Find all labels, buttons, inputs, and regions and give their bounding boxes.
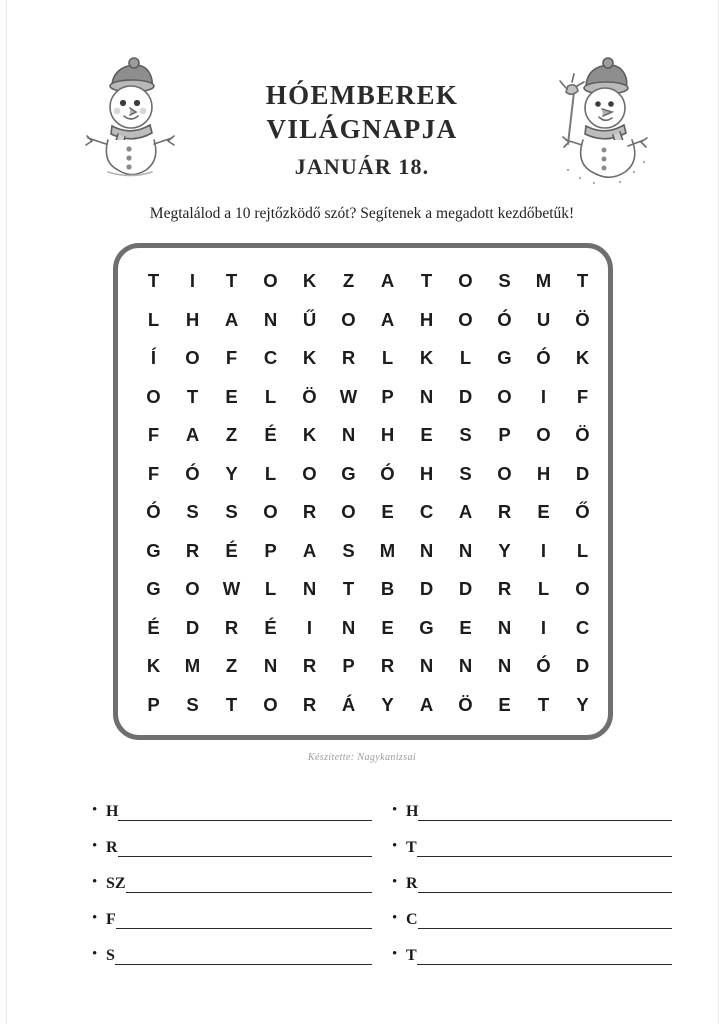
- grid-cell[interactable]: O: [458, 270, 473, 292]
- grid-cell[interactable]: M: [535, 270, 552, 292]
- grid-cell[interactable]: Y: [498, 539, 511, 561]
- answer-column-left: [92, 786, 372, 966]
- grid-cell[interactable]: D: [185, 616, 200, 638]
- grid-cell[interactable]: Ó: [536, 347, 551, 369]
- snowman-icon: [72, 54, 202, 184]
- grid-cell[interactable]: H: [380, 424, 395, 446]
- grid-cell[interactable]: F: [576, 385, 589, 407]
- grid-cell[interactable]: T: [342, 578, 355, 600]
- grid-cell[interactable]: D: [575, 462, 590, 484]
- grid-cell[interactable]: É: [225, 539, 238, 561]
- grid-cell[interactable]: N: [419, 539, 434, 561]
- grid-cell[interactable]: G: [419, 616, 434, 638]
- grid-cell[interactable]: T: [186, 385, 199, 407]
- grid-cell[interactable]: Í: [150, 347, 157, 369]
- grid-cell[interactable]: C: [419, 501, 434, 523]
- grid-cell[interactable]: G: [146, 578, 161, 600]
- grid-cell[interactable]: F: [147, 462, 160, 484]
- grid-cell[interactable]: G: [146, 539, 161, 561]
- grid-cell[interactable]: O: [341, 501, 356, 523]
- grid-cell[interactable]: N: [302, 578, 317, 600]
- grid-cell[interactable]: G: [341, 462, 356, 484]
- grid-cell[interactable]: K: [146, 655, 161, 677]
- grid-cell[interactable]: Y: [381, 693, 394, 715]
- grid-cell[interactable]: F: [225, 347, 238, 369]
- grid-cell[interactable]: R: [380, 655, 395, 677]
- grid-cell[interactable]: R: [302, 693, 317, 715]
- grid-cell[interactable]: E: [498, 693, 511, 715]
- grid-cell[interactable]: O: [458, 308, 473, 330]
- grid-cell[interactable]: O: [146, 385, 161, 407]
- grid-cell[interactable]: E: [420, 424, 433, 446]
- grid-cell[interactable]: K: [575, 347, 590, 369]
- grid-cell[interactable]: Ö: [302, 385, 317, 407]
- bullet-icon: •: [392, 802, 398, 818]
- answer-row: [392, 858, 672, 894]
- page-subtitle: JANUÁR 18.: [294, 154, 430, 179]
- answer-blank-line[interactable]: [418, 803, 672, 821]
- grid-cell[interactable]: A: [419, 693, 434, 715]
- bullet-icon: •: [392, 874, 398, 890]
- grid-cell[interactable]: N: [497, 655, 512, 677]
- grid-cell[interactable]: I: [540, 616, 547, 638]
- grid-cell[interactable]: L: [576, 539, 589, 561]
- answer-blank-line[interactable]: [116, 911, 372, 929]
- grid-cell[interactable]: T: [420, 270, 433, 292]
- grid-cell[interactable]: G: [497, 347, 512, 369]
- grid-cell[interactable]: D: [575, 655, 590, 677]
- grid-cell[interactable]: N: [263, 308, 278, 330]
- bullet-icon: •: [92, 946, 98, 962]
- answer-prefix: T: [406, 839, 417, 856]
- grid-cell[interactable]: D: [458, 578, 473, 600]
- grid-cell[interactable]: H: [419, 308, 434, 330]
- grid-cell[interactable]: Z: [225, 655, 238, 677]
- grid-cell[interactable]: Ó: [185, 462, 200, 484]
- grid-cell[interactable]: R: [341, 347, 356, 369]
- answer-blank-line[interactable]: [417, 947, 672, 965]
- bullet-icon: •: [92, 910, 98, 926]
- page-title-line2: VILÁGNAPJA: [266, 114, 458, 144]
- grid-cell[interactable]: K: [419, 347, 434, 369]
- answer-row: [92, 930, 372, 966]
- grid-cell[interactable]: L: [537, 578, 550, 600]
- grid-cell[interactable]: Z: [342, 270, 355, 292]
- grid-cell[interactable]: Ö: [575, 308, 590, 330]
- answer-row: [392, 894, 672, 930]
- answer-row: [92, 858, 372, 894]
- grid-cell[interactable]: L: [147, 308, 160, 330]
- answer-row: [92, 786, 372, 822]
- grid-cell[interactable]: A: [224, 308, 239, 330]
- grid-cell[interactable]: A: [458, 501, 473, 523]
- answer-prefix: T: [406, 947, 417, 964]
- grid-cell[interactable]: U: [536, 308, 551, 330]
- grid-cell[interactable]: C: [575, 616, 590, 638]
- grid-cell[interactable]: L: [459, 347, 472, 369]
- grid-cell[interactable]: L: [264, 578, 277, 600]
- grid-cell[interactable]: E: [381, 501, 394, 523]
- grid-cell[interactable]: H: [536, 462, 551, 484]
- grid-cell[interactable]: S: [186, 693, 199, 715]
- grid-cell[interactable]: D: [419, 578, 434, 600]
- grid-cell[interactable]: Ö: [575, 424, 590, 446]
- grid-cell[interactable]: O: [497, 462, 512, 484]
- answer-row: [92, 822, 372, 858]
- grid-cell[interactable]: A: [380, 270, 395, 292]
- answer-prefix: SZ: [106, 875, 126, 892]
- grid-cell[interactable]: D: [458, 385, 473, 407]
- answer-prefix: H: [406, 803, 419, 820]
- grid-cell[interactable]: I: [540, 385, 547, 407]
- grid-cell[interactable]: S: [459, 424, 472, 446]
- title-block: [190, 78, 534, 180]
- bullet-icon: •: [92, 874, 98, 890]
- grid-cell[interactable]: O: [263, 270, 278, 292]
- grid-cell[interactable]: F: [147, 424, 160, 446]
- answer-row: [392, 930, 672, 966]
- grid-cell[interactable]: N: [341, 616, 356, 638]
- grid-cell[interactable]: S: [459, 462, 472, 484]
- bullet-icon: •: [392, 838, 398, 854]
- grid-cell[interactable]: E: [537, 501, 550, 523]
- grid-cell[interactable]: R: [497, 578, 512, 600]
- grid-cell[interactable]: K: [302, 347, 317, 369]
- grid-cell[interactable]: R: [302, 501, 317, 523]
- grid-cell[interactable]: W: [222, 578, 241, 600]
- grid-cell[interactable]: Ö: [458, 693, 473, 715]
- answer-blank-line[interactable]: [115, 947, 372, 965]
- grid-cell[interactable]: S: [342, 539, 355, 561]
- bullet-icon: •: [392, 946, 398, 962]
- grid-cell[interactable]: N: [419, 385, 434, 407]
- grid-cell[interactable]: T: [225, 693, 238, 715]
- grid-cell[interactable]: P: [498, 424, 511, 446]
- grid-cell[interactable]: T: [576, 270, 589, 292]
- answer-row: [392, 786, 672, 822]
- answer-row: [392, 822, 672, 858]
- grid-cell[interactable]: É: [264, 424, 277, 446]
- grid-cell[interactable]: Ó: [380, 462, 395, 484]
- answer-blank-line[interactable]: [418, 911, 672, 929]
- word-search-grid[interactable]: [113, 243, 613, 740]
- grid-cell[interactable]: O: [263, 693, 278, 715]
- grid-cell[interactable]: Y: [225, 462, 238, 484]
- grid-cell[interactable]: I: [189, 270, 196, 292]
- page-title-line1: HÓEMBEREK: [265, 80, 459, 110]
- bullet-icon: •: [92, 838, 98, 854]
- grid-cell[interactable]: P: [381, 385, 394, 407]
- grid-cell[interactable]: É: [264, 616, 277, 638]
- grid-cell[interactable]: Ó: [146, 501, 161, 523]
- grid-cell[interactable]: O: [185, 578, 200, 600]
- answer-prefix: R: [106, 839, 118, 856]
- grid-cell[interactable]: E: [381, 616, 394, 638]
- grid-cell[interactable]: P: [264, 539, 277, 561]
- grid-cell[interactable]: I: [306, 616, 313, 638]
- grid-cell[interactable]: M: [379, 539, 396, 561]
- page-header: [0, 52, 724, 192]
- grid-cell[interactable]: É: [147, 616, 160, 638]
- grid-cell[interactable]: N: [341, 424, 356, 446]
- grid-cell[interactable]: H: [185, 308, 200, 330]
- grid-cell[interactable]: E: [225, 385, 238, 407]
- grid-cell[interactable]: N: [458, 539, 473, 561]
- grid-cell[interactable]: Y: [576, 693, 589, 715]
- grid-cell[interactable]: I: [540, 539, 547, 561]
- answer-lines: [0, 786, 724, 976]
- answer-blank-line[interactable]: [118, 803, 372, 821]
- grid-cell[interactable]: B: [380, 578, 395, 600]
- grid-cell[interactable]: N: [263, 655, 278, 677]
- answer-prefix: H: [106, 803, 119, 820]
- grid-cell[interactable]: L: [264, 385, 277, 407]
- grid-cell[interactable]: T: [225, 270, 238, 292]
- grid-cell[interactable]: M: [184, 655, 201, 677]
- grid-cell[interactable]: Ő: [575, 501, 590, 523]
- answer-prefix: R: [406, 875, 418, 892]
- answer-blank-line[interactable]: [418, 875, 672, 893]
- grid-cell[interactable]: T: [537, 693, 550, 715]
- grid-cell[interactable]: S: [186, 501, 199, 523]
- answer-row: [92, 894, 372, 930]
- grid-cell[interactable]: A: [380, 308, 395, 330]
- credit-text: Készítette: Nagykanizsai: [307, 752, 417, 763]
- grid-cell[interactable]: O: [575, 578, 590, 600]
- snowman-with-broom-icon: [528, 52, 663, 192]
- grid-cell[interactable]: N: [419, 655, 434, 677]
- grid-cell[interactable]: K: [302, 270, 317, 292]
- answer-blank-line[interactable]: [126, 875, 372, 893]
- grid-cell[interactable]: Á: [341, 693, 356, 715]
- grid-cell[interactable]: N: [458, 655, 473, 677]
- grid-cell[interactable]: Ó: [497, 308, 512, 330]
- answer-prefix: C: [406, 911, 418, 928]
- grid-cell[interactable]: O: [263, 501, 278, 523]
- grid-cell[interactable]: O: [302, 462, 317, 484]
- grid-cell[interactable]: R: [224, 616, 239, 638]
- grid-cell[interactable]: L: [264, 462, 277, 484]
- grid-cell[interactable]: P: [342, 655, 355, 677]
- grid-cell[interactable]: L: [381, 347, 394, 369]
- answer-prefix: F: [106, 911, 116, 928]
- answer-column-right: [392, 786, 672, 966]
- grid-cell[interactable]: E: [459, 616, 472, 638]
- instruction-text: Megtalálod a 10 rejtőzködő szót? Segítenek a megadott kezdőbetűk!: [149, 205, 575, 222]
- bullet-icon: •: [92, 802, 98, 818]
- letter-grid: [134, 262, 602, 724]
- grid-cell[interactable]: Ű: [302, 308, 317, 330]
- bullet-icon: •: [392, 910, 398, 926]
- answer-prefix: S: [106, 947, 115, 964]
- grid-cell[interactable]: R: [497, 501, 512, 523]
- grid-cell[interactable]: O: [497, 385, 512, 407]
- grid-cell[interactable]: C: [263, 347, 278, 369]
- grid-cell[interactable]: S: [498, 270, 511, 292]
- grid-cell[interactable]: K: [302, 424, 317, 446]
- answer-blank-line[interactable]: [417, 839, 672, 857]
- grid-cell[interactable]: Z: [225, 424, 238, 446]
- grid-cell[interactable]: R: [302, 655, 317, 677]
- grid-cell[interactable]: O: [536, 424, 551, 446]
- grid-cell[interactable]: O: [341, 308, 356, 330]
- answer-blank-line[interactable]: [118, 839, 372, 857]
- grid-cell[interactable]: H: [419, 462, 434, 484]
- grid-cell[interactable]: S: [225, 501, 238, 523]
- grid-cell[interactable]: W: [339, 385, 358, 407]
- grid-cell[interactable]: O: [185, 347, 200, 369]
- grid-cell[interactable]: Ó: [536, 655, 551, 677]
- grid-cell[interactable]: P: [147, 693, 160, 715]
- grid-cell[interactable]: A: [302, 539, 317, 561]
- grid-cell[interactable]: R: [185, 539, 200, 561]
- grid-cell[interactable]: T: [147, 270, 160, 292]
- grid-cell[interactable]: A: [185, 424, 200, 446]
- grid-cell[interactable]: N: [497, 616, 512, 638]
